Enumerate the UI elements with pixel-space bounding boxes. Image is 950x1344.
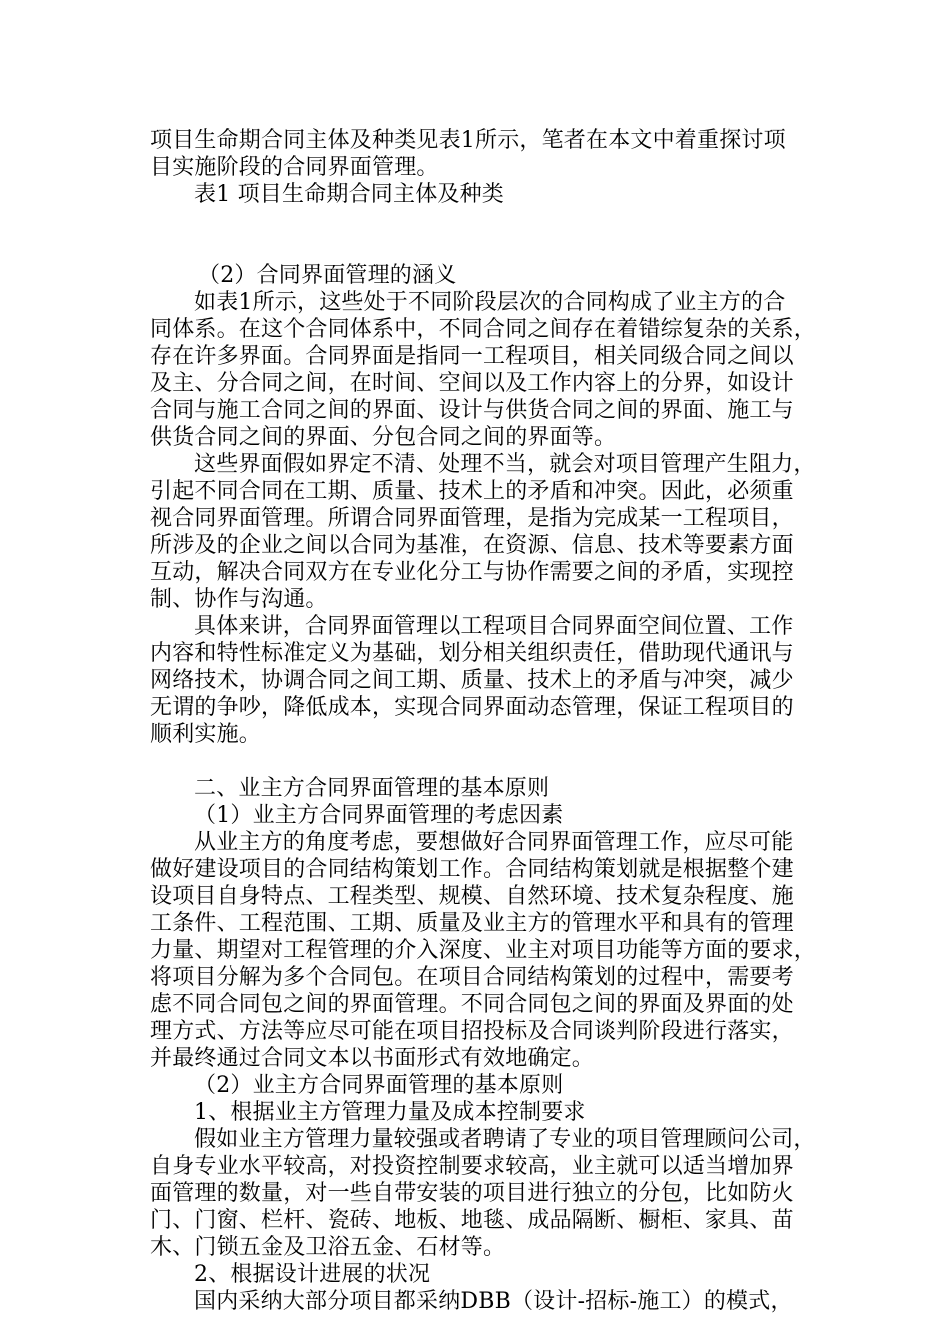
table-placeholder-gap bbox=[150, 208, 804, 262]
paragraph-line: 顺利实施。 bbox=[150, 722, 262, 747]
paragraph-line: 互动，解决合同双方在专业化分工与协作需要之间的矛盾，实现控 bbox=[150, 560, 794, 585]
paragraph-line: 假如业主方管理力量较强或者聘请了专业的项目管理顾问公司， bbox=[194, 1127, 816, 1152]
paragraph-line: 并最终通过合同文本以书面形式有效地确定。 bbox=[150, 1046, 595, 1071]
paragraph-line: 工条件、工程范围、工期、质量及业主方的管理水平和具有的管理 bbox=[150, 911, 794, 936]
document-body bbox=[150, 127, 817, 1315]
item-title-management-capacity: 1、根据业主方管理力量及成本控制要求 bbox=[194, 1100, 586, 1125]
paragraph-line: 将项目分解为多个合同包。在项目合同结构策划的过程中，需要考 bbox=[150, 965, 794, 990]
paragraph-line: 从业主方的角度考虑，要想做好合同界面管理工作，应尽可能 bbox=[194, 830, 794, 855]
paragraph-line: 合同与施工合同之间的界面、设计与供货合同之间的界面、施工与 bbox=[150, 398, 794, 423]
paragraph-line: 力量、期望对工程管理的介入深度、业主对项目功能等方面的要求， bbox=[150, 938, 817, 963]
intro-line: 目实施阶段的合同界面管理。 bbox=[150, 155, 439, 180]
paragraph-line: 网络技术，协调合同之间工期、质量、技术上的矛盾与冲突，减少 bbox=[150, 668, 794, 693]
subsection-title-considerations: （1）业主方合同界面管理的考虑因素 bbox=[194, 803, 564, 828]
section-title-contract-interface-meaning: （2）合同界面管理的涵义 bbox=[198, 263, 457, 288]
paragraph-line: 如表1所示，这些处于不同阶段层次的合同构成了业主方的合 bbox=[194, 290, 786, 315]
paragraph-line: 面管理的数量，对一些自带安装的项目进行独立的分包，比如防火 bbox=[150, 1181, 794, 1206]
subsection-title-basic-principles: （2）业主方合同界面管理的基本原则 bbox=[194, 1073, 564, 1098]
paragraph-line: 所涉及的企业之间以合同为基准，在资源、信息、技术等要素方面 bbox=[150, 533, 794, 558]
paragraph-line: 这些界面假如界定不清、处理不当，就会对项目管理产生阻力， bbox=[194, 452, 816, 477]
paragraph-line: 门、门窗、栏杆、瓷砖、地板、地毯、成品隔断、橱柜、家具、苗 bbox=[150, 1208, 794, 1233]
paragraph-line: 引起不同合同在工期、质量、技术上的矛盾和冲突。因此，必须重 bbox=[150, 479, 794, 504]
table-caption: 表1 项目生命期合同主体及种类 bbox=[194, 182, 504, 207]
chapter-title-basic-principles: 二、业主方合同界面管理的基本原则 bbox=[194, 776, 550, 801]
paragraph-line: 及主、分合同之间，在时间、空间以及工作内容上的分界，如设计 bbox=[150, 371, 794, 396]
paragraph-line: 设项目自身特点、工程类型、规模、自然环境、技术复杂程度、施 bbox=[150, 884, 794, 909]
paragraph-line: 视合同界面管理。所谓合同界面管理，是指为完成某一工程项目， bbox=[150, 506, 794, 531]
paragraph-line: 国内采纳大部分项目都采纳DBB（设计-招标-施工）的模式， bbox=[194, 1289, 793, 1314]
paragraph-line: 供货合同之间的界面、分包合同之间的界面等。 bbox=[150, 425, 617, 450]
paragraph-line: 理方式、方法等应尽可能在项目招投标及合同谈判阶段进行落实， bbox=[150, 1019, 794, 1044]
paragraph-line: 具体来讲，合同界面管理以工程项目合同界面空间位置、工作 bbox=[194, 614, 794, 639]
paragraph-line: 木、门锁五金及卫浴五金、石材等。 bbox=[150, 1235, 506, 1260]
paragraph-line: 自身专业水平较高，对投资控制要求较高，业主就可以适当增加界 bbox=[150, 1154, 794, 1179]
paragraph-line: 存在许多界面。合同界面是指同一工程项目，相关同级合同之间以 bbox=[150, 344, 794, 369]
paragraph-line: 制、协作与沟通。 bbox=[150, 587, 328, 612]
section-gap bbox=[150, 748, 804, 775]
paragraph-line: 虑不同合同包之间的界面管理。不同合同包之间的界面及界面的处 bbox=[150, 992, 794, 1017]
paragraph-line: 无谓的争吵，降低成本，实现合同界面动态管理，保证工程项目的 bbox=[150, 695, 794, 720]
paragraph-line: 同体系。在这个合同体系中，不同合同之间存在着错综复杂的关系， bbox=[150, 317, 817, 342]
intro-line: 项目生命期合同主体及种类见表1所示，笔者在本文中着重探讨项 bbox=[150, 128, 786, 153]
paragraph-line: 做好建设项目的合同结构策划工作。合同结构策划就是根据整个建 bbox=[150, 857, 794, 882]
paragraph-line: 内容和特性标准定义为基础，划分相关组织责任，借助现代通讯与 bbox=[150, 641, 794, 666]
item-title-design-progress: 2、根据设计进展的状况 bbox=[194, 1262, 431, 1287]
